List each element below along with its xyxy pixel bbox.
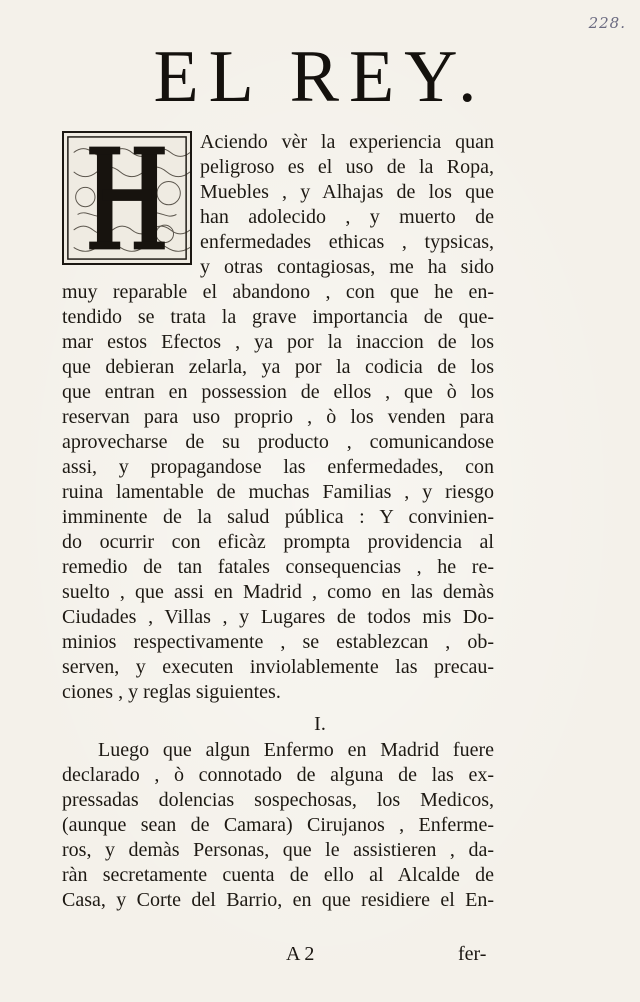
text-line: remedio de tan fatales consequencias , he re-: [62, 556, 494, 578]
text-line: que entran en possession de ellos , que ò los: [62, 381, 494, 403]
text-line: han adolecido , y muerto de: [200, 206, 494, 228]
text-line: declarado , ò connotado de alguna de las ex-: [62, 764, 494, 786]
text-line: minios respectivamente , se establezcan , ob-: [62, 631, 494, 653]
text-line: pressadas dolencias sospechosas, los Medicos,: [62, 789, 494, 811]
text-line: imminente de la salud pública : Y convinien-: [62, 506, 494, 528]
text-line: aprovecharse de su producto , comunicandose: [62, 431, 494, 453]
catchword: fer-: [458, 943, 487, 965]
folio-number: 228.: [588, 14, 626, 32]
text-line: ràn secretamente cuenta de ello al Alcalde de: [62, 864, 494, 886]
text-line: Luego que algun Enfermo en Madrid fuere: [98, 739, 494, 761]
signature-mark: A 2: [286, 943, 315, 965]
text-line: (aunque sean de Camara) Cirujanos , Enferme-: [62, 814, 494, 836]
text-line: Casa, y Corte del Barrio, en que residiere el En-: [62, 889, 494, 911]
text-line: enfermedades ethicas , typsicas,: [200, 231, 494, 253]
text-line: mar estos Efectos , ya por la inaccion de los: [62, 331, 494, 353]
text-line: Muebles , y Alhajas de los que: [200, 181, 494, 203]
text-line: Ciudades , Villas , y Lugares de todos mis Do-: [62, 606, 494, 628]
text-line: serven, y executen inviolablemente las precau-: [62, 656, 494, 678]
text-line: tendido se trata la grave importancia de que-: [62, 306, 494, 328]
text-line: peligroso es el uso de la Ropa,: [200, 156, 494, 178]
text-line: reservan para uso proprio , ò los venden para: [62, 406, 494, 428]
text-line: que debieran zelarla, ya por la codicia de los: [62, 356, 494, 378]
text-line: muy reparable el abandono , con que he en-: [62, 281, 494, 303]
text-line: ruina lamentable de muchas Familias , y riesgo: [62, 481, 494, 503]
text-line: ros, y demàs Personas, que le assistieren , da-: [62, 839, 494, 861]
section-number: I.: [314, 713, 326, 735]
text-line: suelto , que assi en Madrid , como en las demàs: [62, 581, 494, 603]
text-line: do ocurrir con eficàz prompta providencia al: [62, 531, 494, 553]
page-title: EL REY.: [153, 36, 487, 118]
text-line: ciones , y reglas siguientes.: [62, 681, 281, 703]
paragraph-1: [62, 130, 494, 705]
paragraph-2: [62, 738, 494, 913]
text-line: assi, y propagandose las enfermedades, con: [62, 456, 494, 478]
text-line: Aciendo vèr la experiencia quan: [200, 131, 494, 153]
text-line: y otras contagiosas, me ha sido: [200, 256, 494, 278]
